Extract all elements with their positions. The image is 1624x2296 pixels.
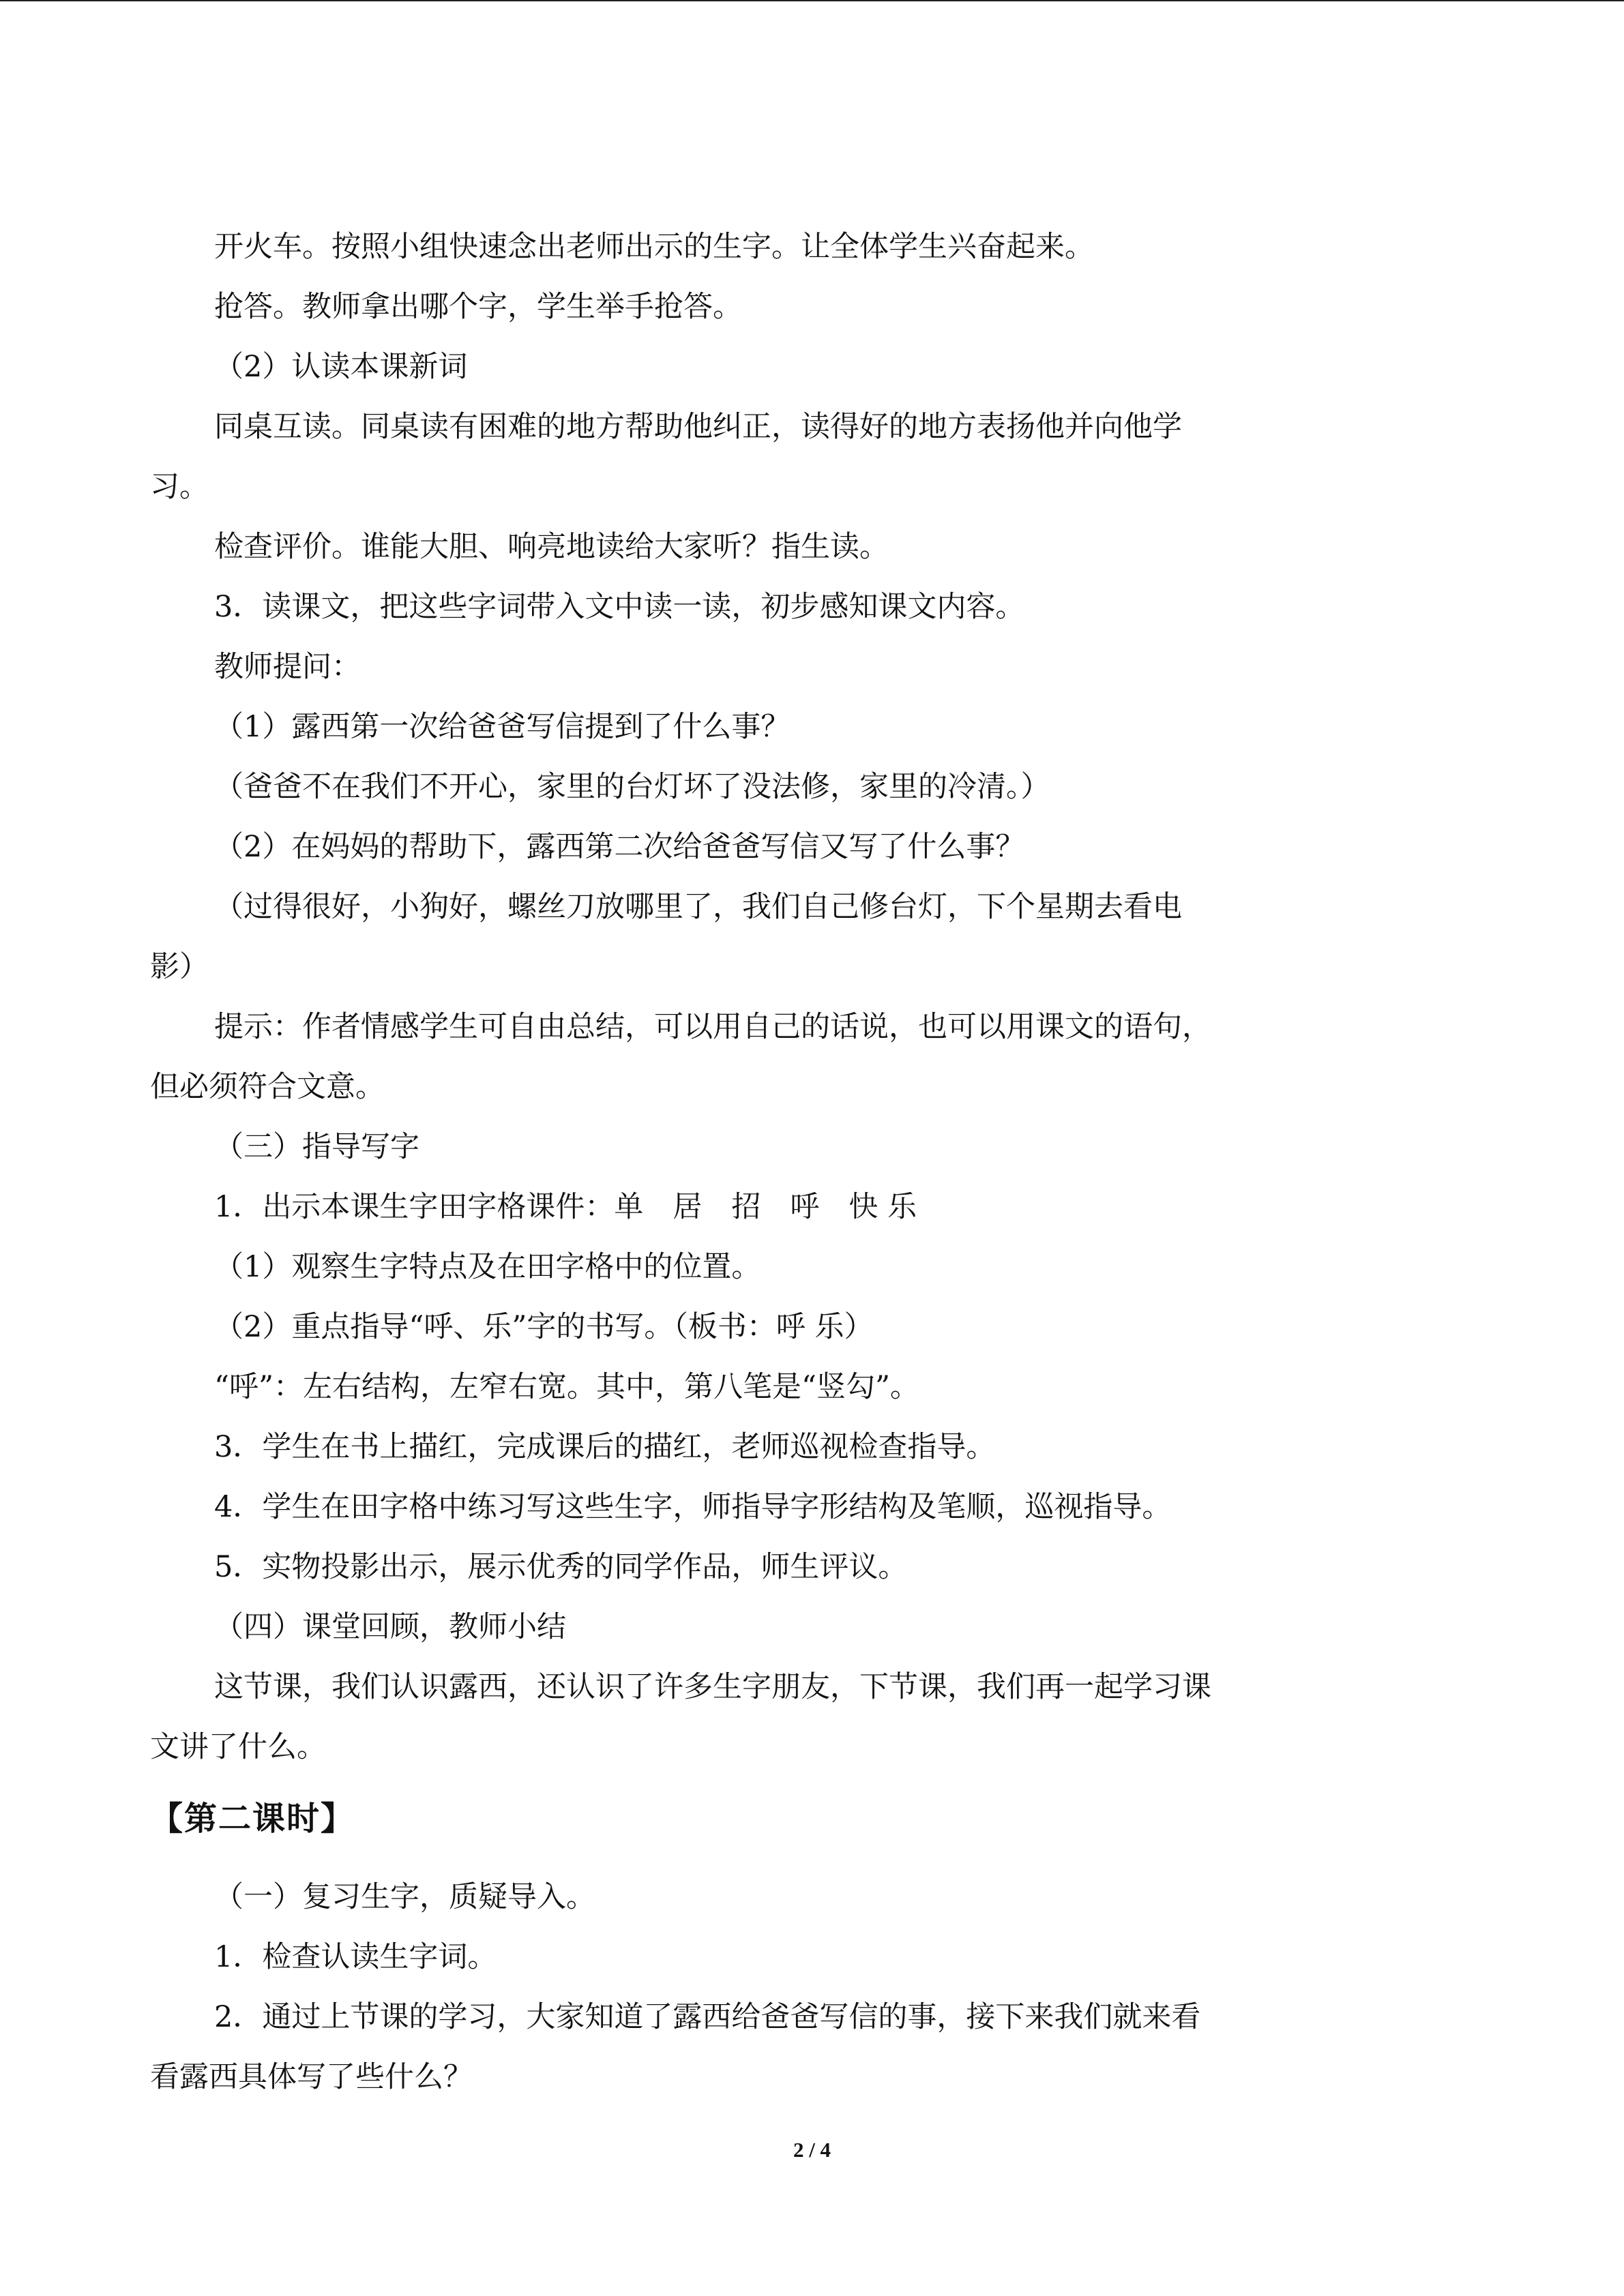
paragraph-line: 提示：作者情感学生可自由总结，可以用自己的话说，也可以用课文的语句， [214, 1010, 1211, 1044]
paragraph-line: （2）重点指导“呼、乐”字的书写。（板书：呼 乐） [214, 1310, 874, 1344]
top-border-line [0, 0, 1624, 1]
paragraph-line: 抢答。教师拿出哪个字，学生举手抢答。 [214, 290, 742, 324]
paragraph-line: 1．检查认读生字词。 [214, 1940, 497, 1974]
paragraph-line: 看露西具体写了些什么？ [150, 2060, 473, 2094]
page-number: 2 / 4 [793, 2138, 831, 2162]
paragraph-line: 3．读课文，把这些字词带入文中读一读，初步感知课文内容。 [214, 590, 1025, 624]
paragraph-line: （2）认读本课新词 [214, 350, 468, 384]
paragraph-line: （2）在妈妈的帮助下，露西第二次给爸爸写信又写了什么事？ [214, 830, 1025, 864]
paragraph-line: 教师提问： [214, 650, 361, 684]
paragraph-line: （1）露西第一次给爸爸写信提到了什么事？ [214, 710, 791, 744]
paragraph-line: 同桌互读。同桌读有困难的地方帮助他纠正，读得好的地方表扬他并向他学 [214, 410, 1182, 444]
paragraph-line: 1．出示本课生字田字格课件：单 居 招 呼 快 乐 [214, 1190, 917, 1224]
lesson-one-section [150, 217, 1350, 1777]
paragraph-line: “呼”：左右结构，左窄右宽。其中，第八笔是“竖勾”。 [214, 1370, 919, 1404]
paragraph-line: （一）复习生字，质疑导入。 [214, 1880, 595, 1914]
paragraph-line: （三）指导写字 [214, 1130, 419, 1164]
paragraph-line: 影） [150, 950, 209, 984]
section-heading: 【第二课时】 [150, 1800, 355, 1838]
paragraph-line: 习。 [150, 470, 209, 504]
paragraph-line: 文讲了什么。 [150, 1730, 326, 1764]
paragraph-line: （过得很好，小狗好，螺丝刀放哪里了，我们自己修台灯，下个星期去看电 [214, 890, 1182, 924]
document-body [150, 217, 1350, 2107]
paragraph-line: 检查评价。谁能大胆、响亮地读给大家听？指生读。 [214, 530, 889, 564]
paragraph-line: 2．通过上节课的学习，大家知道了露西给爸爸写信的事，接下来我们就来看 [214, 2000, 1201, 2034]
lesson-two-section [150, 1867, 1350, 2107]
paragraph-line: 这节课，我们认识露西，还认识了许多生字朋友，下节课，我们再一起学习课 [214, 1670, 1211, 1704]
paragraph-line: （四）课堂回顾，教师小结 [214, 1610, 566, 1644]
paragraph-line: 但必须符合文意。 [150, 1070, 385, 1104]
paragraph-line: （1）观察生字特点及在田字格中的位置。 [214, 1250, 761, 1284]
paragraph-line: 开火车。按照小组快速念出老师出示的生字。让全体学生兴奋起来。 [214, 230, 1094, 264]
paragraph-line: 3．学生在书上描红，完成课后的描红，老师巡视检查指导。 [214, 1430, 996, 1464]
paragraph-line: （爸爸不在我们不开心，家里的台灯坏了没法修，家里的冷清。） [214, 770, 1050, 804]
paragraph-line: 4．学生在田字格中练习写这些生字，师指导字形结构及笔顺，巡视指导。 [214, 1490, 1172, 1524]
paragraph-line: 5．实物投影出示，展示优秀的同学作品，师生评议。 [214, 1550, 908, 1584]
